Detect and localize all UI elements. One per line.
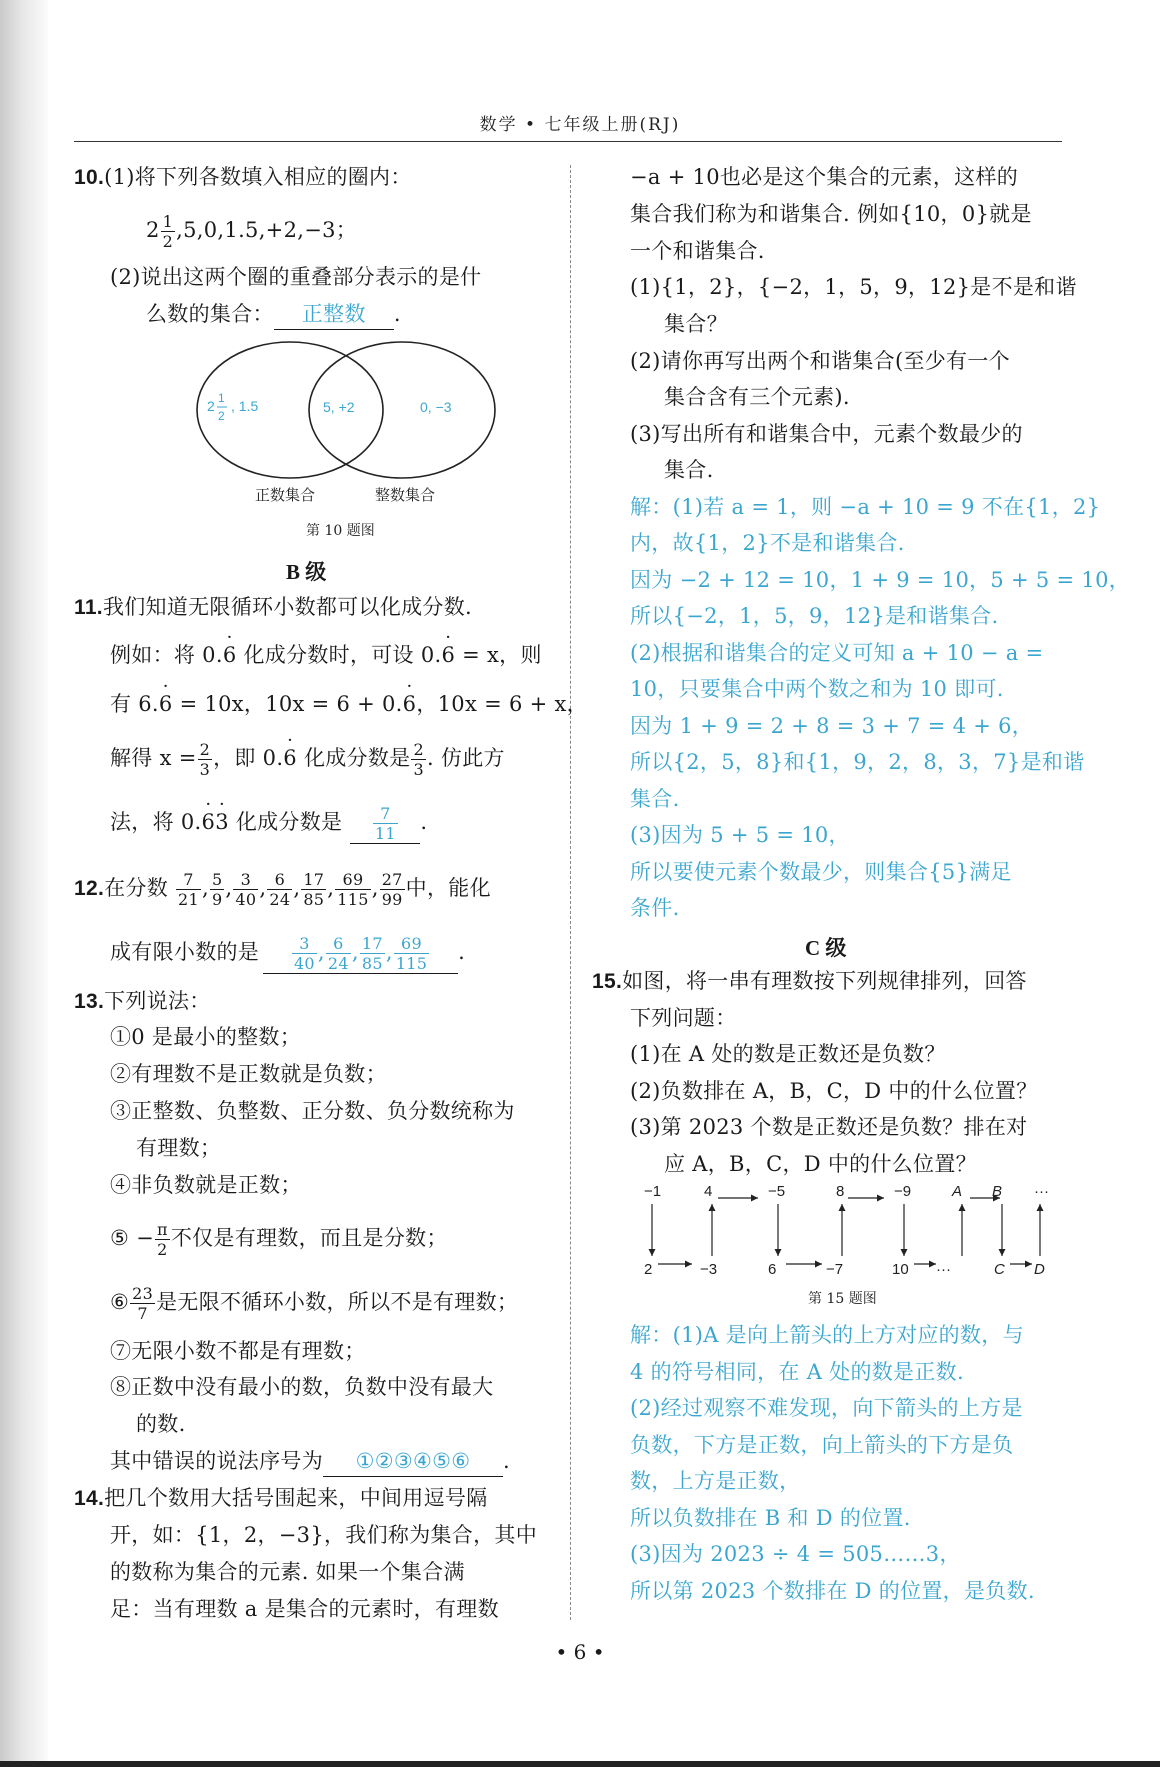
bottom-bar (0, 1761, 1160, 1767)
q12-list-fraction: $\frac{69}{115}$ (337, 870, 369, 909)
sequence-label-bottom: −7 (826, 1261, 844, 1276)
q14-right-2: 集合我们称为和谐集合. 例如{10，0}就是 (630, 202, 1032, 226)
q14-answer-8: 所以{2，5，8}和{1，9，2，8，3，7}是和谐 (630, 750, 1085, 774)
venn-label-integer: 整数集合 (375, 487, 436, 504)
sequence-label-bottom: ··· (936, 1261, 951, 1276)
q15-answer-8: 所以第 2023 个数排在 D 的位置，是负数. (630, 1579, 1035, 1603)
sequence-label-bottom: 2 (644, 1261, 653, 1276)
q14-line3: 的数称为集合的元素. 如果一个集合满 (110, 1560, 465, 1584)
venn-overlap-values: 5, +2 (323, 399, 355, 415)
q13-statement-5: ⑤ − $\frac{\pi}{2}$ 不仅是有理数，而且是分数； (110, 1220, 448, 1259)
q12-list-fraction: $\frac{7}{21}$ (177, 870, 199, 909)
q10-caption: 第 10 题图 (306, 523, 375, 539)
q15-line2: 下列问题： (630, 1006, 737, 1030)
sequence-label-bottom: C (994, 1261, 1005, 1276)
page-number: • 6 • (555, 1640, 605, 1664)
sequence-label-top: A (952, 1186, 963, 1200)
q12-list-fraction: $\frac{3}{40}$ (235, 870, 257, 909)
q11-line1: 11.我们知道无限循环小数都可以化成分数. (74, 595, 473, 619)
q14-answer-5: (2)根据和谐集合的定义可知 a + 10 − a = (630, 641, 1044, 665)
q14-right-8: (3)写出所有和谐集合中，元素个数最少的 (630, 422, 1023, 446)
column-divider (570, 165, 571, 1620)
sequence-label-top: −9 (894, 1186, 912, 1200)
q13-line0: 13.下列说法： (74, 989, 211, 1013)
sequence-label-bottom: 10 (892, 1261, 909, 1276)
sequence-label-bottom: D (1034, 1261, 1045, 1276)
q11-line3: 有 6.· 6 = 10x，10x = 6 + 0.· 6，10x = 6 + x， (110, 689, 588, 719)
q11-line2: 例如：将 0.· 6 化成分数时，可设 0.· 6 = x，则 (110, 640, 542, 670)
q13-statement-1: ①0 是最小的整数； (110, 1025, 302, 1049)
sequence-label-top: B (992, 1186, 1003, 1200)
q15-line4: (2)负数排在 A，B，C，D 中的什么位置？ (630, 1079, 1038, 1103)
q15-caption: 第 15 题图 (808, 1291, 877, 1307)
q13-statement-3b: 有理数； (136, 1136, 222, 1160)
q14-answer-9: 集合. (630, 787, 680, 811)
q12-list-fraction: $\frac{6}{24}$ (269, 870, 291, 909)
q11-line5: 法，将 0.· 6· 3 化成分数是 $\frac{7}{11}$ . (110, 804, 427, 844)
q13-statement-6: ⑥ $\frac{23}{7}$ 是无限不循环小数，所以不是有理数； (110, 1284, 519, 1323)
q14-answer-6: 10，只要集合中两个数之和为 10 即可. (630, 677, 1004, 701)
q10-line3: (2)说出这两个圈的重叠部分表示的是什 (110, 265, 482, 289)
sequence-label-bottom: −3 (700, 1261, 718, 1276)
q10-line1: 10.(1)将下列各数填入相应的圈内： (74, 165, 412, 189)
venn-left-frac-n: 1 (218, 391, 225, 405)
q14-right-4: (1){1，2}，{−2，1，5，9，12}是不是和谐 (630, 275, 1077, 299)
q14-right-9: 集合. (664, 458, 714, 482)
q14-answer-10: (3)因为 5 + 5 = 10， (630, 823, 850, 847)
q10-answer-blank: 正整数 (274, 299, 394, 330)
q15-answer-5: 数，上方是正数， (630, 1469, 801, 1493)
q15-answer-6: 所以负数排在 B 和 D 的位置. (630, 1506, 911, 1530)
q13-answer-line: 其中错误的说法序号为 ①②③④⑤⑥ . (110, 1446, 510, 1477)
page-edge-shadow (0, 0, 48, 1767)
q15-answer-3: (2)经过观察不难发现，向下箭头的上方是 (630, 1396, 1023, 1420)
q14-right-1: −a + 10也必是这个集合的元素，这样的 (630, 165, 1019, 189)
q12-fraction-list: $\frac{7}{21}$ , $\frac{5}{9}$ , $\frac{3}{40}$ , $\frac{6}{24}$ , $\frac{17}{85}$ , $\frac{69}{115}$ , $\frac{27}{99}$ (177, 870, 403, 909)
q12-answer-fraction: $\frac{6}{24}$ (327, 934, 349, 973)
q10-number: 10. (74, 166, 105, 189)
q12-answer-fraction: $\frac{69}{115}$ (395, 934, 428, 973)
level-c-heading: C 级 (805, 936, 847, 960)
q14-right-7: 集合含有三个元素). (664, 385, 850, 409)
header-rule (74, 141, 1062, 142)
sequence-diagram (630, 1186, 1070, 1276)
q14-answer-2: 内，故{1，2}不是和谐集合. (630, 531, 905, 555)
q14-answer-11: 所以要使元素个数最少，则集合{5}满足 (630, 860, 1012, 884)
q13-statement-2: ②有理数不是正数就是负数； (110, 1062, 387, 1086)
q15-answer-7: (3)因为 2023 ÷ 4 = 505……3， (630, 1542, 961, 1566)
venn-positive-circle (197, 342, 383, 478)
q13-statement-8a: ⑧正数中没有最小的数，负数中没有最大 (110, 1375, 494, 1399)
q13-statement-7: ⑦无限小数不都是有理数； (110, 1339, 366, 1363)
q14-answer-12: 条件. (630, 896, 680, 920)
q14-right-6: (2)请你再写出两个和谐集合(至少有一个 (630, 349, 1010, 373)
q14-answer-1: 解：(1)若 a = 1，则 −a + 10 = 9 不在{1，2} (630, 495, 1101, 519)
q11-answer-blank: $\frac{7}{11}$ (350, 804, 420, 844)
venn-left-values: , 1.5 (231, 398, 259, 414)
q10-numbers: 2 $\frac{1}{2}$ ,5,0,1.5,+2,−3； (146, 212, 358, 251)
q12-answer-fraction: $\frac{3}{40}$ (293, 934, 315, 973)
q12-list-fraction: $\frac{27}{99}$ (381, 870, 403, 909)
venn-label-positive: 正数集合 (255, 487, 316, 504)
q14-answer-7: 因为 1 + 9 = 2 + 8 = 3 + 7 = 4 + 6， (630, 714, 1034, 738)
venn-left-pre: 2 (207, 398, 215, 414)
q14-line4: 足：当有理数 a 是集合的元素时，有理数 (110, 1597, 499, 1621)
q13-statement-8b: 的数. (136, 1412, 186, 1436)
q14-answer-4: 所以{−2，1，5，9，12}是和谐集合. (630, 604, 999, 628)
q14-right-3: 一个和谐集合. (630, 239, 765, 263)
q13-answer-blank: ①②③④⑤⑥ (323, 1446, 503, 1477)
sequence-label-top: ··· (1034, 1186, 1049, 1200)
sequence-label-top: −5 (768, 1186, 786, 1200)
sequence-label-top: 4 (704, 1186, 713, 1200)
level-b-heading: B 级 (286, 560, 327, 584)
sequence-label-bottom: 6 (768, 1261, 777, 1276)
venn-diagram (195, 340, 505, 510)
q10-line4: 么数的集合： 正整数 . (146, 299, 401, 330)
q15-line6: 应 A，B，C，D 中的什么位置？ (664, 1152, 977, 1176)
q13-statement-3a: ③正整数、负整数、正分数、负分数统称为 (110, 1099, 515, 1123)
q15-answer-2: 4 的符号相同，在 A 处的数是正数. (630, 1360, 964, 1384)
page-header: 数学 • 七年级上册(RJ) (479, 115, 681, 135)
sequence-label-top: −1 (644, 1186, 662, 1200)
q12-answer-blank: $\frac{3}{40}$ , $\frac{6}{24}$ , $\frac{17}{85}$ , $\frac{69}{115}$ (263, 934, 458, 974)
q13-statement-4: ④非负数就是正数； (110, 1173, 302, 1197)
q14-right-5: 集合？ (664, 312, 728, 336)
q15-answer-4: 负数，下方是正数，向上箭头的下方是负 (630, 1433, 1014, 1457)
q12-list-fraction: $\frac{17}{85}$ (303, 870, 325, 909)
sequence-label-top: 8 (836, 1186, 845, 1200)
q15-line3: (1)在 A 处的数是正数还是负数？ (630, 1042, 946, 1066)
q15-line1: 15.如图，将一串有理数按下列规律排列，回答 (592, 969, 1027, 993)
venn-right-values: 0, −3 (420, 399, 452, 415)
q14-answer-3: 因为 −2 + 12 = 10，1 + 9 = 10，5 + 5 = 10， (630, 568, 1131, 592)
q11-line4: 解得 x = $\frac{2}{3}$ ，即 0.· 6 化成分数是 $\frac{2}{3}$ . 仿此方 (110, 740, 505, 779)
q14-line1: 14.把几个数用大括号围起来，中间用逗号隔 (74, 1486, 488, 1510)
q14-line2: 开，如：{1，2，−3}，我们称为集合，其中 (110, 1523, 537, 1547)
fraction: $\frac{1}{2}$ (162, 212, 174, 251)
q12-list-fraction: $\frac{5}{9}$ (211, 870, 223, 909)
venn-left-frac-d: 2 (218, 409, 225, 423)
q12-line1: 12.在分数 $\frac{7}{21}$ , $\frac{5}{9}$ , $\frac{3}{40}$ , $\frac{6}{24}$ , $\frac{17}{85}$ , $\frac{69}{115}$ , $\frac{27}{99}$ 中，能化 (74, 870, 491, 909)
q12-answer-fraction: $\frac{17}{85}$ (361, 934, 383, 973)
q12-line2: 成有限小数的是 $\frac{3}{40}$ , $\frac{6}{24}$ , $\frac{17}{85}$ , $\frac{69}{115}$ . (110, 934, 466, 973)
q15-line5: (3)第 2023 个数是正数还是负数？排在对 (630, 1115, 1028, 1139)
q15-answer-1: 解：(1)A 是向上箭头的上方对应的数，与 (630, 1323, 1024, 1347)
